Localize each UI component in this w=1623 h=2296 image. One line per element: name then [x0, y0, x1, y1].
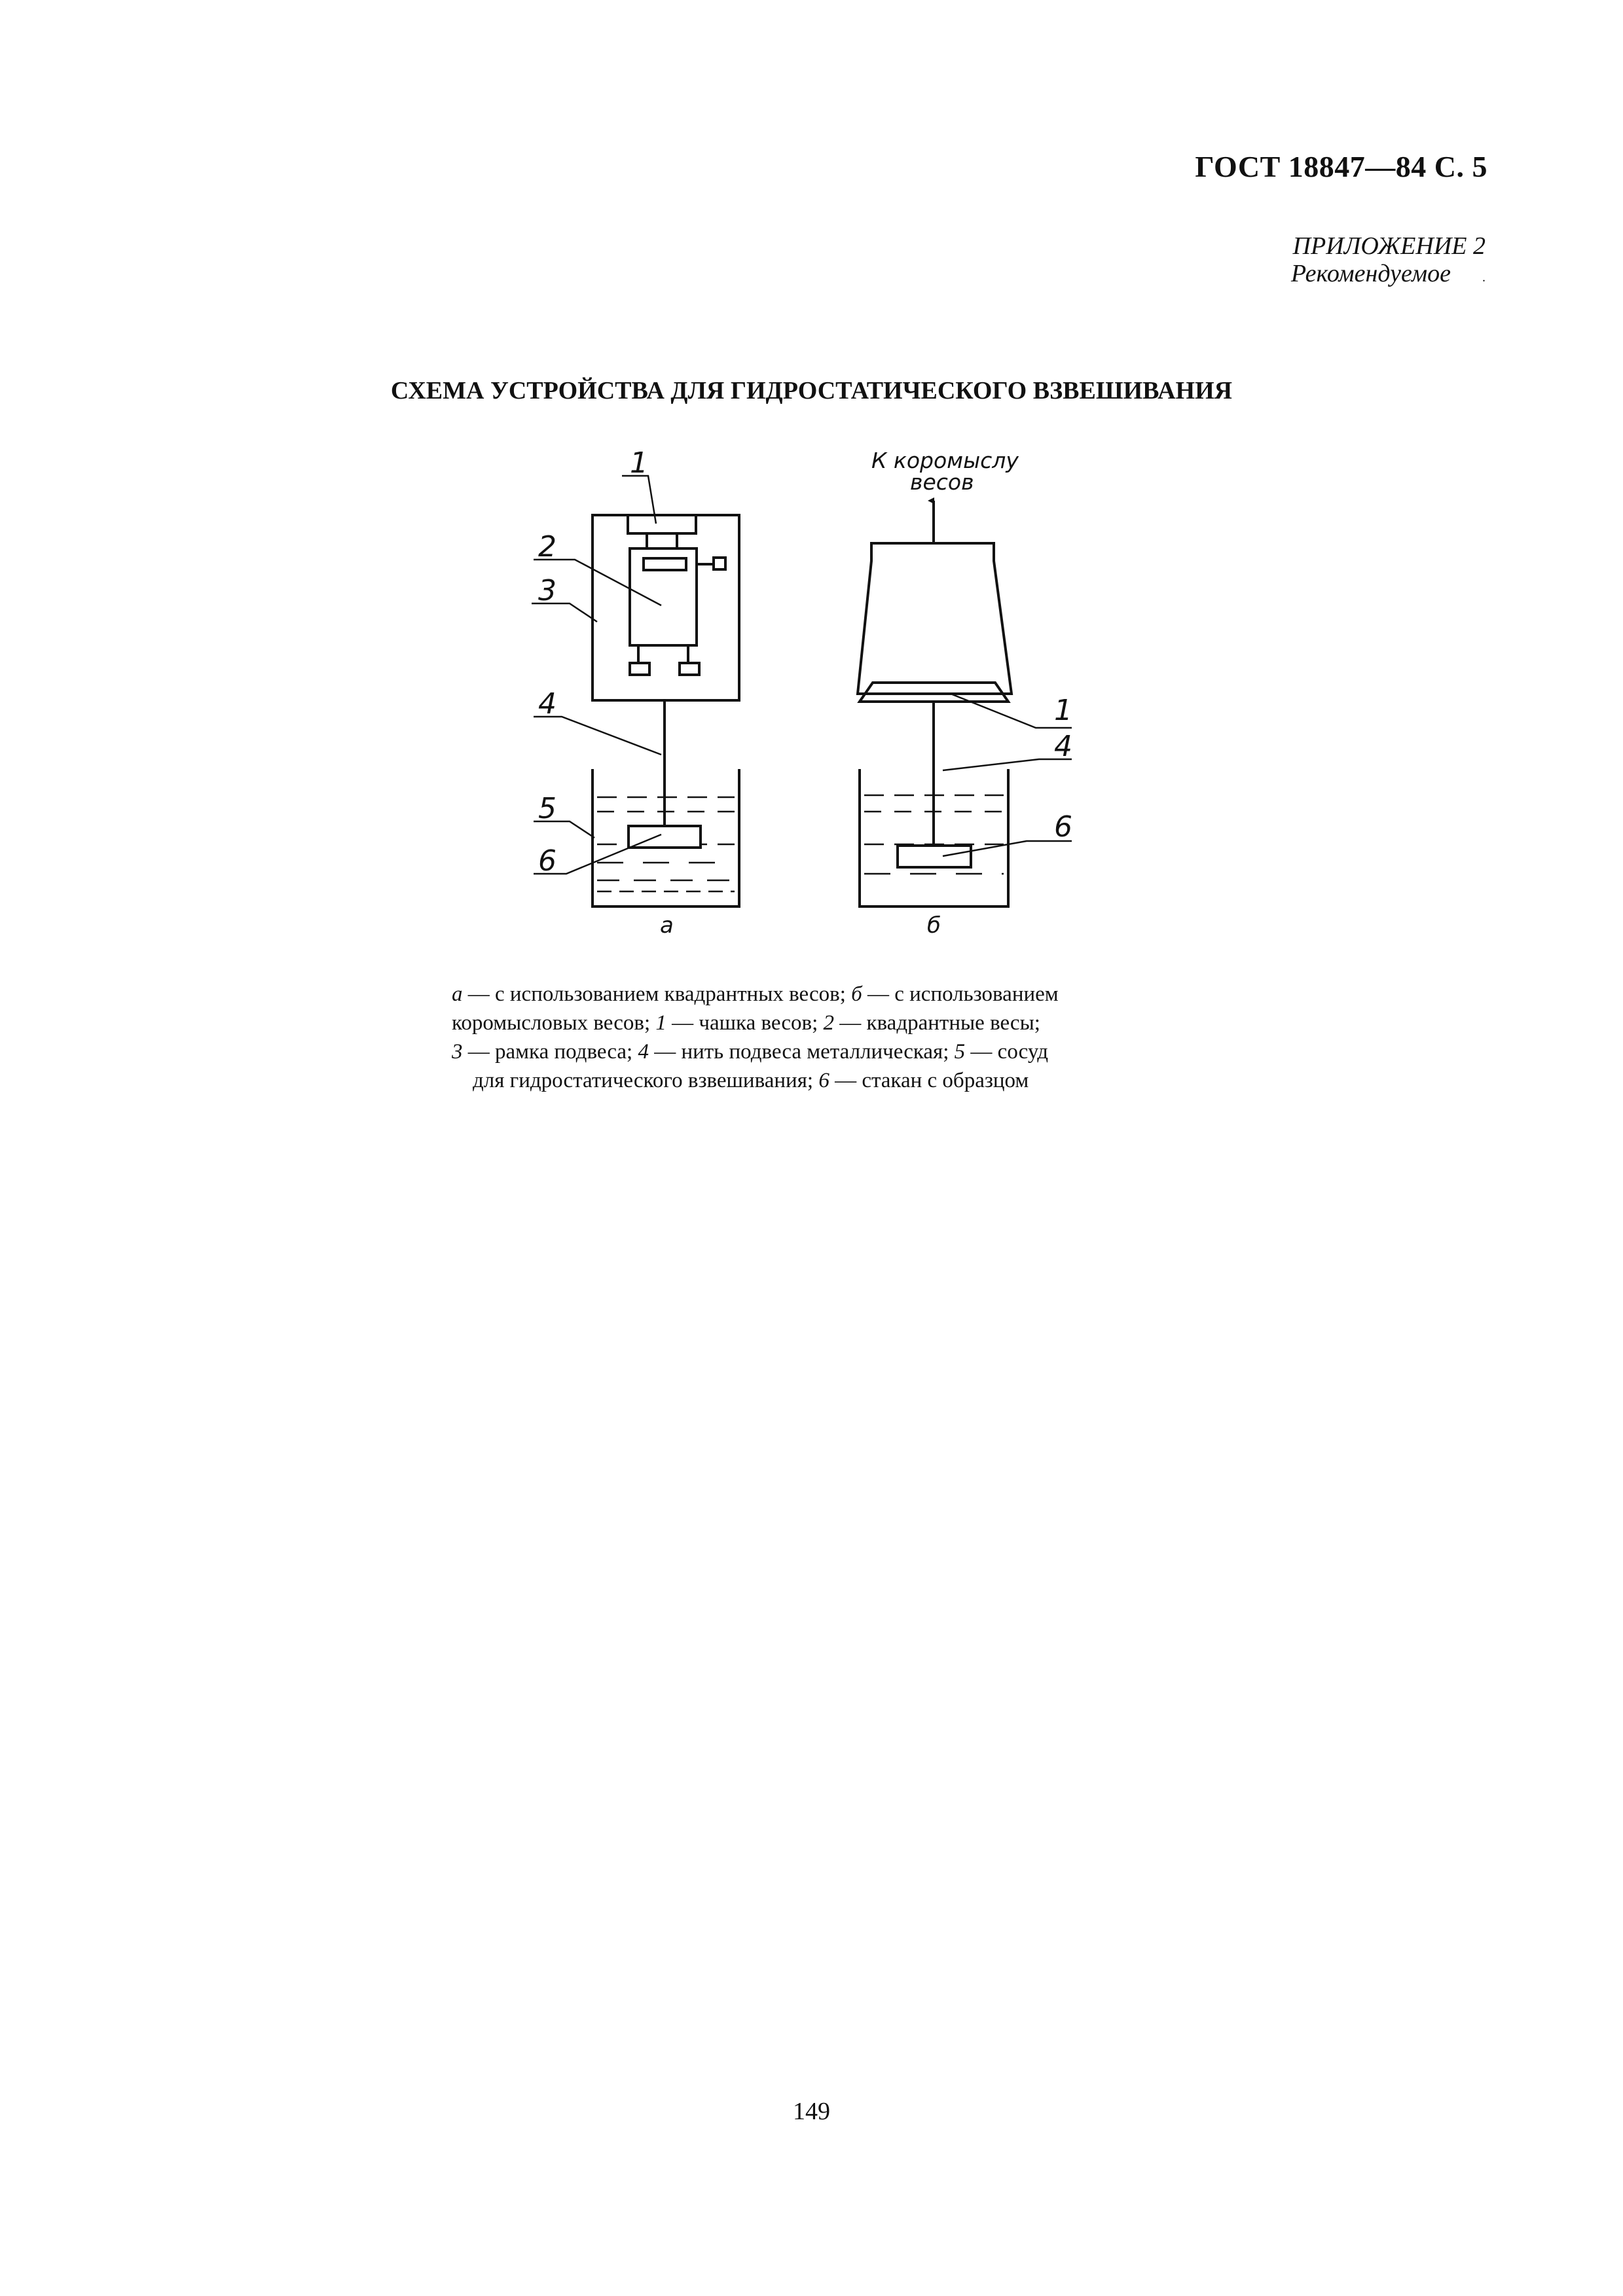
right-scheme	[858, 501, 1072, 906]
legend-text-5: — сосуд	[965, 1040, 1049, 1064]
scale-pan-right	[860, 683, 1008, 702]
legend-key-5: 5	[954, 1040, 966, 1064]
suspension-frame	[593, 515, 739, 700]
left-label-2: 2	[538, 530, 556, 564]
arrow-label-line1: К коромыслу	[871, 448, 1019, 473]
legend-line-3	[452, 1037, 1178, 1066]
left-label-6: 6	[538, 844, 556, 878]
arrow-label-line2: весов	[910, 469, 974, 495]
legend-key-2: 2	[823, 1011, 834, 1035]
sample-cup-right	[898, 846, 971, 867]
legend-key-b: б	[851, 982, 862, 1006]
legend-key-1: 1	[655, 1011, 666, 1035]
pan-bucket	[858, 543, 1012, 694]
right-label-6: 6	[1054, 810, 1072, 844]
scale-pan	[628, 515, 696, 533]
left-label-1: 1	[630, 446, 648, 480]
legend-key-4: 4	[638, 1040, 649, 1064]
legend-line-1	[452, 980, 1178, 1009]
page-title: СХЕМА УСТРОЙСТВА ДЛЯ ГИДРОСТАТИЧЕСКОГО ВЗВЕШИВАНИЯ	[390, 377, 1233, 404]
left-caption-a: а	[660, 912, 674, 939]
legend-text-l2: коромысловых весов;	[452, 1011, 656, 1035]
legend-text-b: — с использованием	[862, 982, 1059, 1006]
page-number: 149	[793, 2098, 830, 2125]
appendix-status: Рекомендуемое	[1290, 260, 1451, 287]
legend-text-2: — квадрантные весы;	[834, 1011, 1040, 1035]
left-label-5: 5	[538, 792, 556, 825]
legend-key-6: 6	[818, 1069, 830, 1092]
left-scheme	[532, 476, 739, 906]
standard-header: ГОСТ 18847—84 С. 5	[1195, 150, 1487, 183]
legend-line-4	[452, 1066, 1178, 1095]
right-caption-b: б	[927, 912, 941, 939]
figure-legend	[452, 980, 1178, 1095]
right-label-1: 1	[1054, 694, 1072, 727]
legend-text-6: — стакан с образцом	[829, 1069, 1029, 1092]
legend-key-a: а	[452, 982, 463, 1006]
appendix-title: ПРИЛОЖЕНИЕ 2	[1292, 232, 1486, 260]
margin-mark: .	[1482, 270, 1486, 285]
legend-text-a: — с использованием квадрантных весов;	[462, 982, 852, 1006]
legend-text-1: — чашка весов;	[666, 1011, 824, 1035]
scale-knob	[714, 558, 725, 569]
left-label-3: 3	[538, 574, 556, 607]
right-label-4: 4	[1054, 730, 1072, 763]
legend-line-2	[452, 1009, 1178, 1037]
left-label-4: 4	[538, 687, 556, 721]
scale-foot-right	[680, 663, 699, 675]
left-labels	[538, 446, 674, 939]
scale-foot-left	[630, 663, 649, 675]
legend-text-3: — рамка подвеса;	[462, 1040, 638, 1064]
hydrostatic-weighing-diagram	[0, 0, 1623, 956]
scale-indicator	[644, 558, 686, 570]
legend-text-4: — нить подвеса металлическая;	[648, 1040, 955, 1064]
legend-key-3: 3	[452, 1040, 463, 1064]
legend-text-l4: для гидростатического взвешивания;	[473, 1069, 819, 1092]
